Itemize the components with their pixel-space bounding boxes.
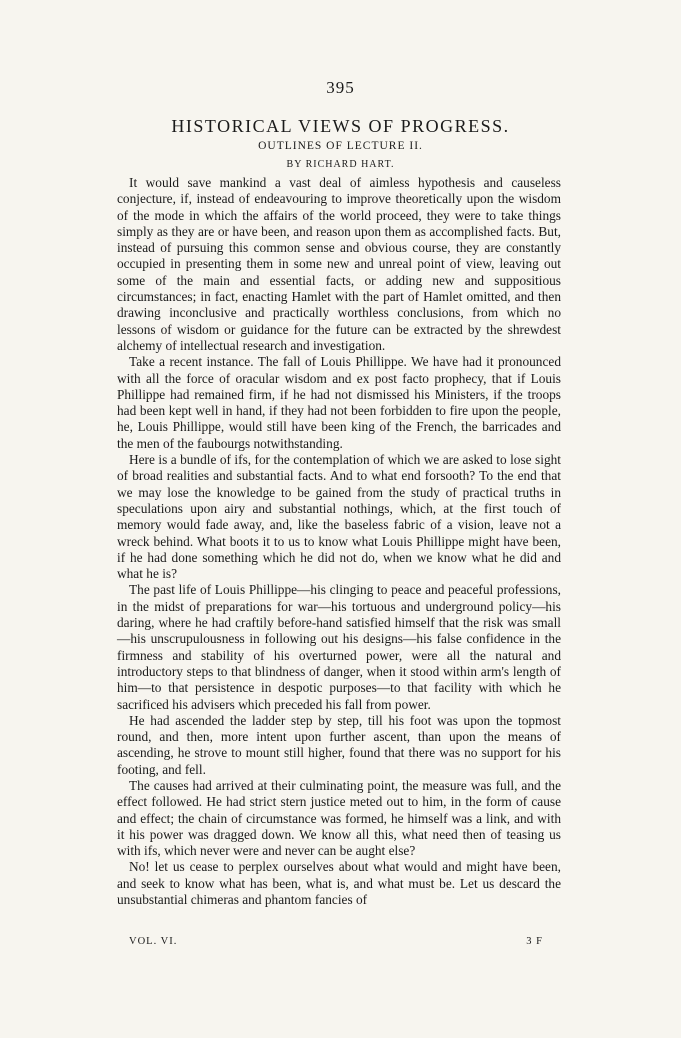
paragraph: The past life of Louis Phillippe—his clinging to peace and peaceful professions, in the midst of preparations for war—his tortuous and underground policy—his daring, where he had craftily before-hand satisfied himself that the risk was small—his unscrupulousness in following out his designs—his false confidence in the firmness and stability of his overturned power, were all the natural and introductory steps to that blindness of danger, when it stood within arm's length of him—to that persistence in despotic purposes—to that facility with which he sacrificed his advisers which preceded his fall from power. <box>117 582 561 712</box>
paragraph: Here is a bundle of ifs, for the contemplation of which we are asked to lose sight of broad realities and substantial facts. And to what end forsooth? To the end that we may lose the knowledge to be gained from the study of practical truths in speculations upon airy and substantial nothings, which, at the first touch of memory would fade away, and, like the baseless fabric of a vision, leave not a wreck behind. What boots it to us to know what Louis Phillippe might have been, if he had done something which he did not do, when we know what he did and what he is? <box>117 452 561 582</box>
paragraph: No! let us cease to perplex ourselves about what would and might have been, and seek to know what has been, what is, and what must be. Let us descard the unsubstantial chimeras and phantom fancies of <box>117 859 561 908</box>
paragraph: Take a recent instance. The fall of Louis Phillippe. We have had it pronounced with all the force of oracular wisdom and ex post facto prophecy, that if Louis Phillippe had remained firm, if he had not dismissed his Ministers, if the troops had been kept well in hand, if they had not been forbidden to fire upon the people, he, Louis Phillippe, would still have been king of the French, the barricades and the men of the faubourgs notwithstanding. <box>117 354 561 451</box>
paragraph: He had ascended the ladder step by step, till his foot was upon the topmost round, and then, more intent upon further ascent, than upon the means of ascending, he strove to mount still higher, found that there was no support for his footing, and fell. <box>117 712 561 777</box>
article-body <box>117 175 561 908</box>
article-title: HISTORICAL VIEWS OF PROGRESS. <box>171 116 510 136</box>
page-number: 395 <box>326 78 355 97</box>
paragraph: The causes had arrived at their culminating point, the measure was full, and the effect followed. He had strict stern justice meted out to him, in the form of cause and effect; the chain of circumstance was formed, he himself was a link, and with it his power was dragged down. We know all this, what need then of teasing us with ifs, which never were and never can be aught else? <box>117 777 561 859</box>
author-byline: BY RICHARD HART. <box>286 159 395 170</box>
volume-label: VOL. VI. <box>129 936 178 947</box>
paragraph: It would save mankind a vast deal of aimless hypothesis and causeless conjecture, if, instead of endeavouring to improve theoretically upon the wisdom of the mode in which the affairs of the world proceed, they were to take things simply as they are or have been, and reason upon them as accomplished facts. But, instead of pursuing this common sense and obvious course, they are constantly occupied in presenting them in some new and unreal point of view, leaving out some of the main and essential facts, or adding new and suppositious circumstances; in fact, enacting Hamlet with the part of Hamlet omitted, and then drawing inconclusive and practically worthless conclusions, from which no lessons of wisdom or guidance for the future can be extracted by the shrewdest alchemy of intellectual research and investigation. <box>117 175 561 353</box>
article-subtitle: OUTLINES OF LECTURE II. <box>258 140 423 152</box>
signature-mark: 3 F <box>526 936 543 947</box>
